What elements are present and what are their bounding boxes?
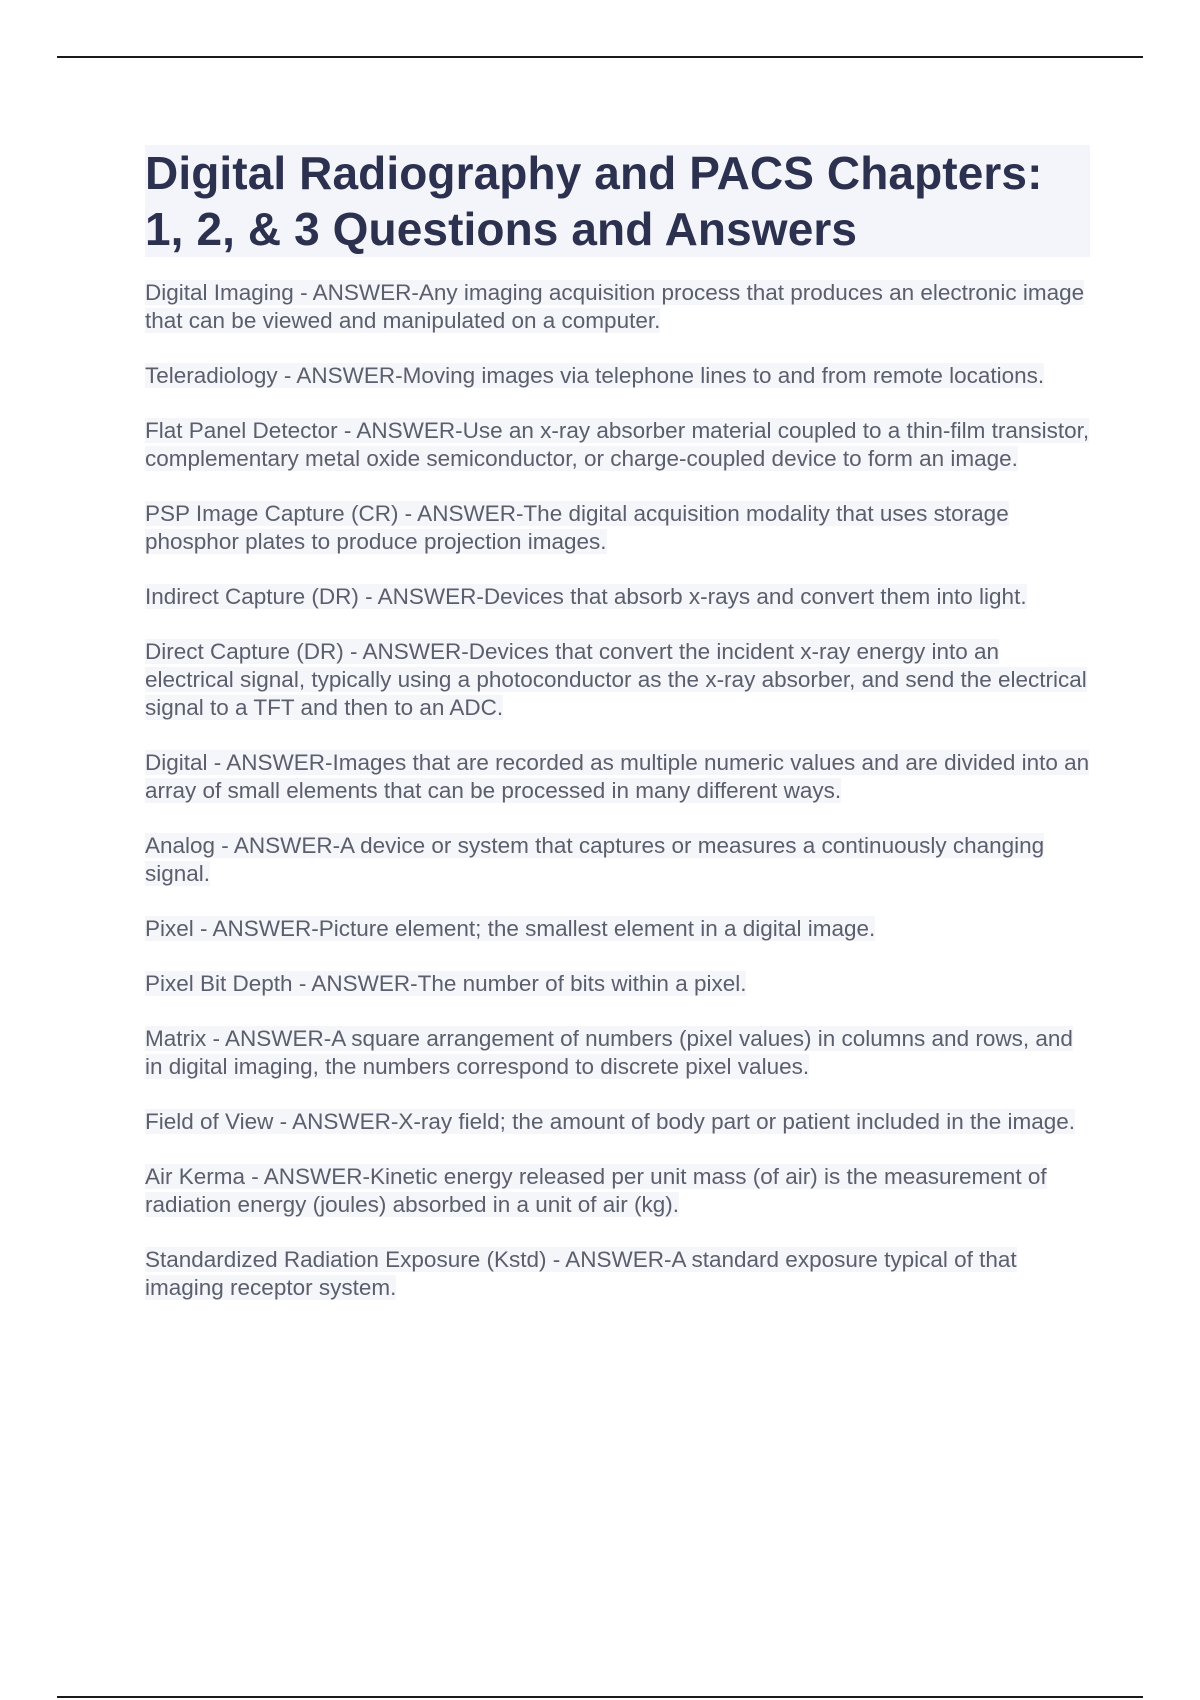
qa-entry: [145, 362, 1090, 390]
qa-entry: [145, 749, 1090, 805]
bottom-rule: [57, 1696, 1143, 1698]
qa-entry-text: Pixel - ANSWER-Picture element; the smallest element in a digital image.: [145, 916, 876, 941]
top-rule: [57, 56, 1143, 58]
qa-entry: [145, 500, 1090, 556]
qa-entry-text: Pixel Bit Depth - ANSWER-The number of bits within a pixel.: [145, 971, 747, 996]
qa-entry-text: Teleradiology - ANSWER-Moving images via telephone lines to and from remote locations.: [145, 363, 1045, 388]
qa-entry: [145, 1163, 1090, 1219]
qa-entry-text: Analog - ANSWER-A device or system that captures or measures a continuously changing signal.: [145, 833, 1045, 886]
document-title: Digital Radiography and PACS Chapters: 1, 2, & 3 Questions and Answers: [145, 145, 1090, 257]
qa-entry: [145, 417, 1090, 473]
qa-entry: [145, 832, 1090, 888]
qa-entry: [145, 915, 1090, 943]
qa-entry: [145, 583, 1090, 611]
qa-entry: [145, 279, 1090, 335]
qa-entry-text: Matrix - ANSWER-A square arrangement of numbers (pixel values) in columns and rows, and in digital imaging, the numbers correspond to discrete pixel values.: [145, 1026, 1073, 1079]
qa-entry-text: Standardized Radiation Exposure (Kstd) - ANSWER-A standard exposure typical of that imaging receptor system.: [145, 1247, 1017, 1300]
qa-entry: [145, 1108, 1090, 1136]
qa-entry-text: Indirect Capture (DR) - ANSWER-Devices that absorb x-rays and convert them into light.: [145, 584, 1027, 609]
qa-entry-text: Field of View - ANSWER-X-ray field; the amount of body part or patient included in the image.: [145, 1109, 1076, 1134]
qa-entry-text: Flat Panel Detector - ANSWER-Use an x-ray absorber material coupled to a thin-film transistor, complementary metal oxide semiconductor, or charge-coupled device to form an image.: [145, 418, 1090, 471]
qa-entry: [145, 970, 1090, 998]
qa-entry: [145, 1025, 1090, 1081]
qa-entry-text: Air Kerma - ANSWER-Kinetic energy released per unit mass (of air) is the measurement of radiation energy (joules) absorbed in a unit of air (kg).: [145, 1164, 1047, 1217]
qa-entry-text: PSP Image Capture (CR) - ANSWER-The digital acquisition modality that uses storage phosphor plates to produce projection images.: [145, 501, 1009, 554]
document-body: [145, 145, 1090, 1329]
qa-entry-text: Digital Imaging - ANSWER-Any imaging acquisition process that produces an electronic image that can be viewed and manipulated on a computer.: [145, 280, 1085, 333]
qa-entry-text: Direct Capture (DR) - ANSWER-Devices that convert the incident x-ray energy into an electrical signal, typically using a photoconductor as the x-ray absorber, and send the electrical signal to a TFT and then to an ADC.: [145, 639, 1087, 720]
qa-entry-text: Digital - ANSWER-Images that are recorded as multiple numeric values and are divided into an array of small elements that can be processed in many different ways.: [145, 750, 1090, 803]
qa-entry: [145, 638, 1090, 722]
qa-entry: [145, 1246, 1090, 1302]
